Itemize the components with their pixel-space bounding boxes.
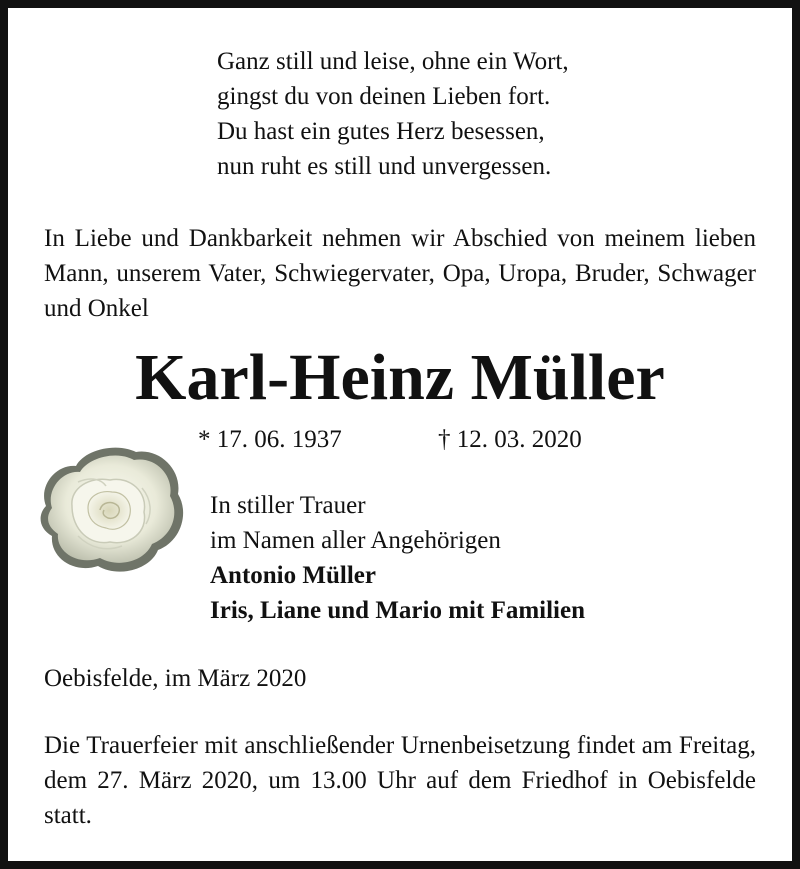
poem-line-2: gingst du von deinen Lieben fort.: [217, 83, 551, 110]
deceased-name: Karl-Heinz Müller: [135, 341, 665, 414]
death-date: † 12. 03. 2020: [438, 426, 582, 453]
mourning-line-2: im Namen aller Angehörigen: [210, 527, 501, 554]
poem-line-1: Ganz still und leise, ohne ein Wort,: [217, 48, 569, 75]
intro-text: In Liebe und Dankbarkeit nehmen wir Abschied von meinem lieben Mann, unserem Vater, Schwiegervater, Opa, Uropa, Bruder, Schwager und Onkel: [44, 225, 756, 322]
funeral-text: Die Trauerfeier mit anschließender Urnenbeisetzung findet am Freitag, dem 27. März 2020, um 13.00 Uhr auf dem Friedhof in Oebisfelde statt.: [44, 732, 756, 829]
place-date: Oebisfelde, im März 2020: [44, 665, 307, 692]
mourning-line-1: In stiller Trauer: [210, 492, 366, 519]
poem: [217, 44, 569, 184]
mourner-2: Iris, Liane und Mario mit Familien: [210, 597, 585, 624]
mourner-1: Antonio Müller: [210, 562, 376, 589]
mourning-block: [210, 488, 585, 628]
white-rose-image: [32, 436, 192, 581]
poem-line-4: nun ruht es still und unvergessen.: [217, 153, 552, 180]
poem-line-3: Du hast ein gutes Herz besessen,: [217, 118, 545, 145]
birth-date: * 17. 06. 1937: [198, 426, 342, 453]
